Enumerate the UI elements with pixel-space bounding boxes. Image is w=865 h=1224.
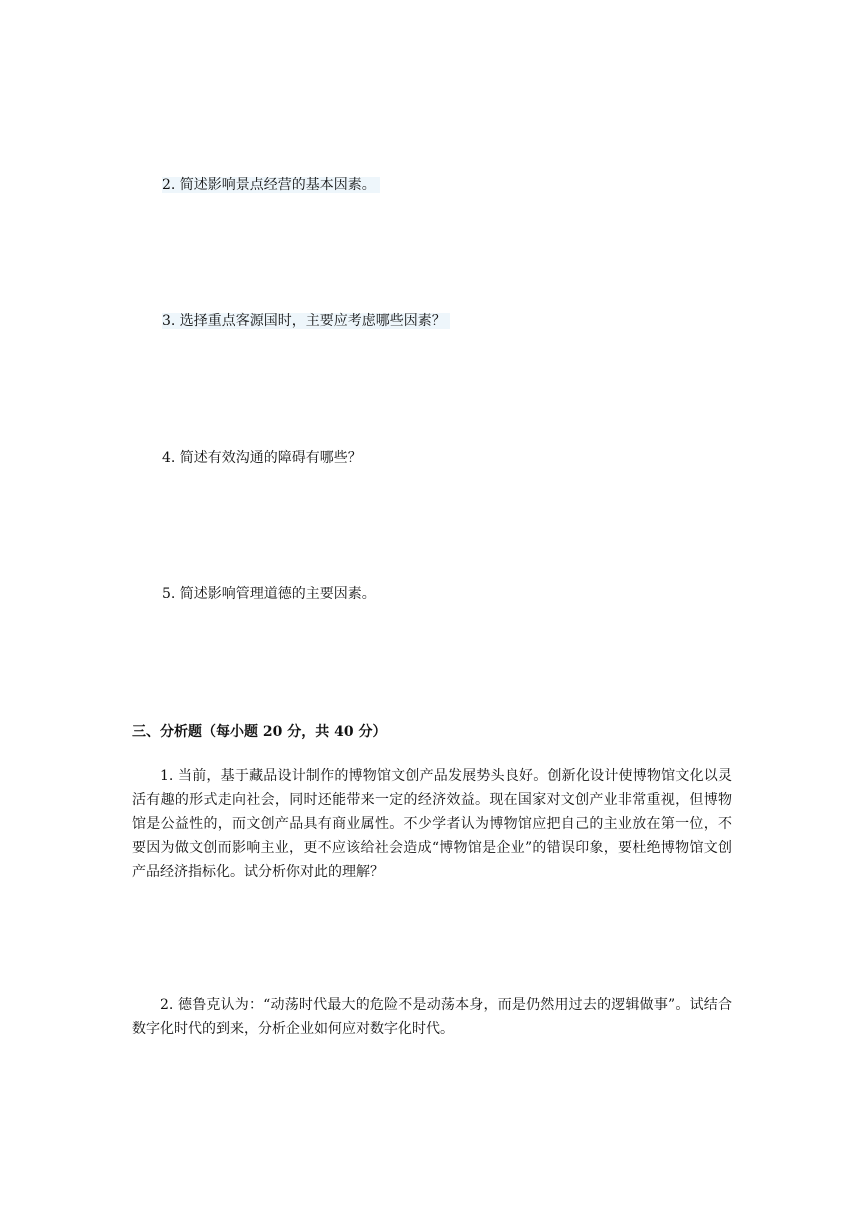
analysis-question-2: 2. 德鲁克认为：“动荡时代最大的危险不是动荡本身，而是仍然用过去的逻辑做事”。试结合数字化时代的到来，分析企业如何应对数字化时代。	[132, 997, 732, 1037]
question-5	[162, 583, 376, 605]
section-3-title: 三、分析题（每小题 20 分，共 40 分）	[132, 724, 387, 740]
question-4-text: 4. 简述有效沟通的障碍有哪些？	[162, 450, 362, 466]
question-4	[162, 447, 362, 469]
question-3-text: 3. 选择重点客源国时，主要应考虑哪些因素？	[162, 313, 450, 329]
analysis-question-1: 1. 当前，基于藏品设计制作的博物馆文创产品发展势头良好。创新化设计使博物馆文化以灵活有趣的形式走向社会，同时还能带来一定的经济效益。现在国家对文创产业非常重视，但博物馆是公益性的，而文创产品具有商业属性。不少学者认为博物馆应把自己的主业放在第一位，不要因为做文创而影响主业，更不应该给社会造成“博物馆是企业”的错误印象，要杜绝博物馆文创产品经济指标化。试分析你对此的理解？	[132, 768, 732, 880]
question-2	[162, 174, 380, 196]
question-3	[162, 310, 450, 332]
question-5-text: 5. 简述影响管理道德的主要因素。	[162, 586, 376, 602]
question-2-text: 2. 简述影响景点经营的基本因素。	[162, 177, 380, 193]
